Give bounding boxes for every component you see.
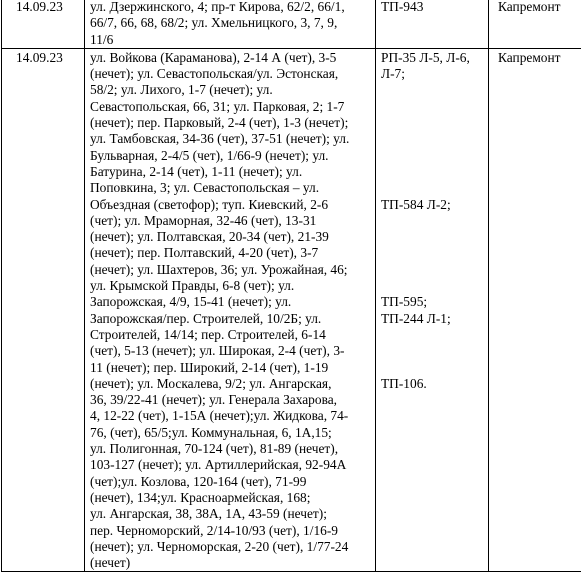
address-line: (нечет); пер. Парковый, 2-4 (чет), 1-3 (нечет); — [90, 115, 371, 131]
address-line: (чет), 5-13 (нечет); ул. Широкая, 2-4 (чет), 3- — [90, 343, 371, 359]
address-line: (нечет); пер. Полтавский, 4-20 (чет), 3-7 — [90, 245, 371, 261]
substation-spacer — [381, 148, 484, 164]
address-line: 36, 39/22-41 (нечет); ул. Генерала Захарова, — [90, 392, 371, 408]
substation-spacer — [381, 343, 484, 359]
address-line: 58/2; ул. Лихого, 1-7 (нечет); ул. — [90, 82, 371, 98]
address-line: Поповкина, 3; ул. Севастопольская – ул. — [90, 180, 371, 196]
substation-spacer — [381, 229, 484, 245]
address-line: Запорожская/пер. Строителей, 10/2Б; ул. — [90, 311, 371, 327]
substation-spacer — [381, 180, 484, 196]
address-line: 4, 12-22 (чет), 1-15А (нечет);ул. Жидкова, 74- — [90, 408, 371, 424]
substation-spacer — [381, 82, 484, 98]
substation-spacer — [381, 131, 484, 147]
substation-spacer — [381, 278, 484, 294]
address-line: ул. Тамбовская, 34-36 (чет), 37-51 (нечет); ул. — [90, 131, 371, 147]
substation-text: ТП-244 Л-1; — [381, 311, 484, 327]
address-line: (нечет), 134;ул. Красноармейская, 168; — [90, 490, 371, 506]
address-line: (нечет); ул. Черноморская, 2-20 (чет), 1/77-24 — [90, 539, 371, 555]
address-line: ул. Крымской Правды, 6-8 (чет); ул. — [90, 278, 371, 294]
date-text: 14.09.23 — [16, 0, 63, 14]
address-line: 76, (чет), 65/5;ул. Коммунальная, 6, 1А,15; — [90, 425, 371, 441]
substation-spacer — [381, 99, 484, 115]
substation-spacer — [381, 115, 484, 131]
address-line: ул. Войкова (Караманова), 2-14 А (чет), 3-5 — [90, 50, 371, 66]
address-line: Севастопольская, 66, 31; ул. Парковая, 2; 1-7 — [90, 99, 371, 115]
substation-text: РП-35 Л-5, Л-6, — [381, 50, 484, 66]
address-line: ул. Дзержинского, 4; пр-т Кирова, 62/2, 66/1, — [90, 0, 371, 15]
date-cell — [2, 0, 85, 48]
table-row — [2, 48, 581, 572]
date-text: 14.09.23 — [16, 50, 63, 65]
substation-text: Л-7; — [381, 66, 484, 82]
table-row — [2, 0, 581, 48]
substation-text: ТП-943 — [381, 0, 423, 14]
substation-cell — [376, 0, 489, 48]
address-line: 103-127 (нечет); ул. Артиллерийская, 92-94А — [90, 457, 371, 473]
address-line: Бульварная, 2-4/5 (чет), 1/66-9 (нечет); ул. — [90, 148, 371, 164]
work-type-text: Капремонт — [498, 0, 561, 14]
address-line: Батурина, 2-14 (чет), 1-11 (нечет); ул. — [90, 164, 371, 180]
address-line: (нечет); ул. Полтавская, 20-34 (чет), 21-39 — [90, 229, 371, 245]
outage-table — [1, 0, 581, 572]
address-cell — [85, 0, 376, 48]
work-type-text: Капремонт — [498, 50, 561, 65]
address-line: 11 (нечет); пер. Широкий, 2-14 (чет), 1-19 — [90, 360, 371, 376]
address-line: (нечет); ул. Севастопольская/ул. Эстонская, — [90, 66, 371, 82]
address-line: 66/7, 66, 68, 68/2; ул. Хмельницкого, 3, 7, 9, — [90, 15, 371, 31]
address-line: ул. Ангарская, 38, 38А, 1А, 43-59 (нечет); — [90, 506, 371, 522]
date-cell — [2, 48, 85, 572]
address-line: пер. Черноморский, 2/14-10/93 (чет), 1/16-9 — [90, 523, 371, 539]
substation-spacer — [381, 360, 484, 376]
address-line: (нечет) — [90, 555, 371, 571]
substation-spacer — [381, 213, 484, 229]
substation-spacer — [381, 327, 484, 343]
address-line: (нечет); ул. Москалева, 9/2; ул. Ангарская, — [90, 376, 371, 392]
substation-text: ТП-584 Л-2; — [381, 197, 484, 213]
substation-spacer — [381, 164, 484, 180]
substation-text: ТП-595; — [381, 294, 484, 310]
address-line: (чет);ул. Козлова, 120-164 (чет), 71-99 — [90, 474, 371, 490]
address-line: 11/6 — [90, 32, 371, 48]
substation-cell — [376, 48, 489, 572]
substation-text: ТП-106. — [381, 376, 484, 392]
work-type-cell — [489, 48, 581, 572]
address-line: Строителей, 14/14; пер. Строителей, 6-14 — [90, 327, 371, 343]
address-line: ул. Полигонная, 70-124 (чет), 81-89 (нечет), — [90, 441, 371, 457]
address-line: Объездная (светофор); туп. Киевский, 2-6 — [90, 197, 371, 213]
substation-spacer — [381, 262, 484, 278]
address-line: (нечет); ул. Шахтеров, 36; ул. Урожайная, 46; — [90, 262, 371, 278]
substation-spacer — [381, 245, 484, 261]
address-cell — [85, 48, 376, 572]
address-line: (чет); ул. Мраморная, 32-46 (чет), 13-31 — [90, 213, 371, 229]
address-line: Запорожская, 4/9, 15-41 (нечет); ул. — [90, 294, 371, 310]
work-type-cell — [489, 0, 581, 48]
